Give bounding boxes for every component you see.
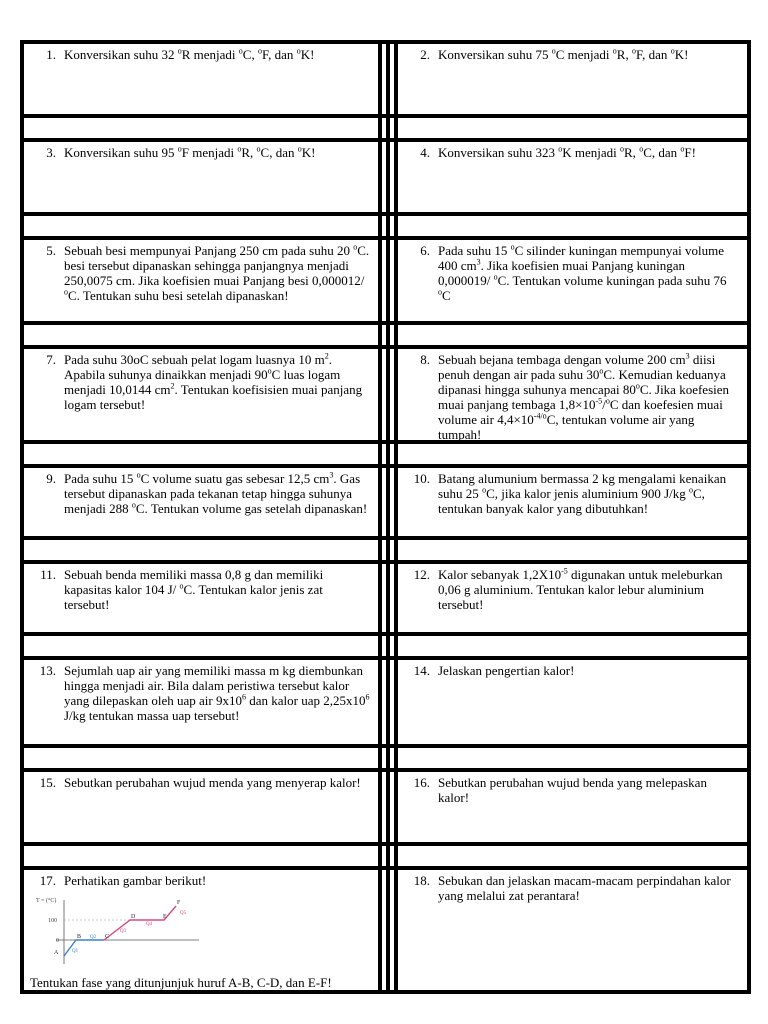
column-divider bbox=[378, 468, 398, 536]
point-F: F bbox=[177, 900, 181, 906]
point-B: B bbox=[77, 934, 82, 940]
worksheet bbox=[20, 40, 751, 994]
question-cell-4 bbox=[398, 142, 747, 212]
question-cell-12 bbox=[398, 564, 747, 632]
question-text: Kalor sebanyak $1,2X10^{-5}$ digunakan untuk meleburkan 0,06 g aluminium. Tentukan kalor lebur aluminium tersebut! bbox=[438, 566, 723, 612]
heating-curve-figure bbox=[34, 894, 370, 971]
question-text: Sebukan dan jelaskan macam-macam perpindahan kalor yang melalui zat perantara! bbox=[438, 873, 731, 903]
question-cell-13 bbox=[24, 660, 378, 744]
heating-curve-graph bbox=[34, 894, 204, 968]
y-axis-label: T = (°C) bbox=[36, 898, 57, 904]
row-gap bbox=[20, 842, 751, 866]
label-Q5: Q5 bbox=[180, 911, 187, 916]
question-cell-9 bbox=[24, 468, 378, 536]
question-text: Konversikan suhu 95 $^o$F menjadi $^o$R, $^o$C, dan $^o$K! bbox=[64, 144, 316, 160]
tick-100: 100 bbox=[48, 918, 57, 924]
row-gap bbox=[20, 114, 751, 138]
column-divider bbox=[378, 564, 398, 632]
question-number: 12. bbox=[413, 567, 430, 582]
question-text: Konversikan suhu 323 $^o$K menjadi $^o$R, $^o$C, dan $^o$F! bbox=[438, 144, 696, 160]
question-text: Konversikan suhu 32 $^o$R menjadi $^o$C, $^o$F, dan $^o$K! bbox=[64, 46, 315, 62]
question-number: 3. bbox=[46, 145, 56, 160]
question-cell-16 bbox=[398, 772, 747, 842]
question-row bbox=[20, 866, 751, 994]
question-number: 10. bbox=[413, 471, 430, 486]
question-cell-14 bbox=[398, 660, 747, 744]
column-divider bbox=[378, 216, 398, 236]
label-Q3: Q3 bbox=[120, 929, 127, 934]
question-number: 16. bbox=[413, 775, 430, 790]
row-gap bbox=[20, 212, 751, 236]
curve-blue bbox=[64, 940, 104, 956]
question-text: Sebuah benda memiliki massa 0,8 g dan memiliki kapasitas kalor 104 J/ $^o$C. Tentukan kalor jenis zat tersebut! bbox=[64, 567, 324, 612]
question-number: 18. bbox=[413, 873, 430, 888]
question-cell-1 bbox=[24, 44, 378, 114]
question-text: Sejumlah uap air yang memiliki massa m kg diembunkan hingga menjadi air. Bila dalam peristiwa tersebut kalor yang dilepaskan oleh uap air $9x10^6$ dan kalor uap $2,25x10^6$ J/kg tentukan massa uap tersebut! bbox=[64, 663, 370, 723]
question-row bbox=[20, 464, 751, 536]
question-text: Pada suhu 15 $^o$C volume suatu gas sebesar 12,5 $cm^3$. Gas tersebut dipanaskan pada tekanan tetap hingga suhunya menjadi 288 $^o$C. Tentukan volume gas setelah dipanaskan! bbox=[64, 470, 368, 516]
question-cell-10 bbox=[398, 468, 747, 536]
question-text: Pada suhu 15 $^o$C silinder kuningan mempunyai volume 400 $cm^3$. Jika koefisien muai Panjang kuningan 0,000019/ $^o$C. Tentukan volume kuningan pada suhu 76 $^o$C bbox=[438, 242, 727, 303]
question-cell-2 bbox=[398, 44, 747, 114]
question-row bbox=[20, 560, 751, 632]
column-divider bbox=[378, 870, 398, 990]
row-gap bbox=[20, 632, 751, 656]
question-number: 13. bbox=[39, 663, 56, 678]
column-divider bbox=[378, 240, 398, 321]
point-A: A bbox=[54, 950, 59, 956]
question-text: Perhatikan gambar berikut! bbox=[64, 873, 207, 888]
question-row bbox=[20, 138, 751, 212]
question-number: 8. bbox=[420, 352, 430, 367]
column-divider bbox=[378, 325, 398, 345]
question-number: 1. bbox=[46, 47, 56, 62]
question-row bbox=[20, 236, 751, 321]
point-E: E bbox=[163, 914, 167, 920]
row-gap bbox=[20, 440, 751, 464]
question-number: 15. bbox=[39, 775, 56, 790]
question-cell-11 bbox=[24, 564, 378, 632]
question-number: 6. bbox=[420, 243, 430, 258]
question-number: 14. bbox=[413, 663, 430, 678]
column-divider bbox=[378, 748, 398, 768]
question-number: 2. bbox=[420, 47, 430, 62]
question-text: Sebutkan perubahan wujud menda yang menyerap kalor! bbox=[64, 775, 361, 790]
label-Q2: Q2 bbox=[90, 935, 97, 940]
question-cell-8 bbox=[398, 349, 747, 440]
question-cell-3 bbox=[24, 142, 378, 212]
row-gap bbox=[20, 744, 751, 768]
question-number: 11. bbox=[40, 567, 56, 582]
question-17-instruction: Tentukan fase yang ditunjunjuk huruf A-B, C-D, dan E-F! bbox=[30, 975, 332, 990]
column-divider bbox=[378, 636, 398, 656]
question-cell-5 bbox=[24, 240, 378, 321]
question-row bbox=[20, 40, 751, 114]
column-divider bbox=[378, 118, 398, 138]
question-number: 5. bbox=[46, 243, 56, 258]
label-Q4: Q4 bbox=[146, 922, 153, 927]
question-text: Pada suhu 30oC sebuah pelat logam luasnya 10 $m^2$. Apabila suhunya dinaikkan menjadi 90$^o$C luas logam menjadi 10,0144 $cm^2$. Tentukan koefisisien muai panjang logam tersebut! bbox=[64, 351, 363, 412]
column-divider bbox=[378, 772, 398, 842]
question-row bbox=[20, 768, 751, 842]
question-cell-18 bbox=[398, 870, 747, 990]
question-number: 7. bbox=[46, 352, 56, 367]
row-gap bbox=[20, 536, 751, 560]
row-gap bbox=[20, 321, 751, 345]
column-divider bbox=[378, 142, 398, 212]
question-number: 17. bbox=[39, 873, 56, 888]
point-D: D bbox=[131, 914, 136, 920]
column-divider bbox=[378, 349, 398, 440]
column-divider bbox=[378, 660, 398, 744]
question-cell-7 bbox=[24, 349, 378, 440]
question-text: Sebuah bejana tembaga dengan volume 200 $cm^3$ diisi penuh dengan air pada suhu 30$^o$C. Kemudian keduanya dipanasi hingga suhunya mencapai 80$^o$C. Jika koefesien muai panjang tembaga $1,8\times 10^{-5}/^oC$ dan koefesien muai volume air $4,4\times 10^{-4/o}C$, tentukan volume air yang tumpah! bbox=[438, 351, 730, 442]
point-C: C bbox=[105, 934, 110, 940]
question-cell-17 bbox=[24, 870, 378, 990]
question-cell-15 bbox=[24, 772, 378, 842]
question-row bbox=[20, 345, 751, 440]
tick-0: 0 bbox=[56, 938, 59, 944]
question-number: 4. bbox=[420, 145, 430, 160]
column-divider bbox=[378, 44, 398, 114]
question-number: 9. bbox=[46, 471, 56, 486]
column-divider bbox=[378, 540, 398, 560]
question-text: Sebuah besi mempunyai Panjang 250 cm pada suhu 20 $^o$C. besi tersebut dipanaskan sehingga panjangnya menjadi 250,0075 cm. Jika koefisien muai Panjang besi 0,000012/ $^o$C. Tentukan suhu besi setelah dipanaskan! bbox=[64, 242, 370, 303]
column-divider bbox=[378, 846, 398, 866]
question-row bbox=[20, 656, 751, 744]
question-cell-6 bbox=[398, 240, 747, 321]
question-text: Batang alumunium bermassa 2 kg mengalami kenaikan suhu 25 $^o$C, jika kalor jenis aluminium 900 J/kg $^o$C, tentukan banyak kalor yang dibutuhkan! bbox=[438, 471, 727, 516]
question-text: Konversikan suhu 75 $^o$C menjadi $^o$R, $^o$F, dan $^o$K! bbox=[438, 46, 689, 62]
question-text: Jelaskan pengertian kalor! bbox=[438, 663, 575, 678]
curve-pink bbox=[104, 906, 176, 940]
column-divider bbox=[378, 444, 398, 464]
question-text: Sebutkan perubahan wujud benda yang melepaskan kalor! bbox=[438, 775, 707, 805]
label-Q1: Q1 bbox=[72, 949, 79, 954]
